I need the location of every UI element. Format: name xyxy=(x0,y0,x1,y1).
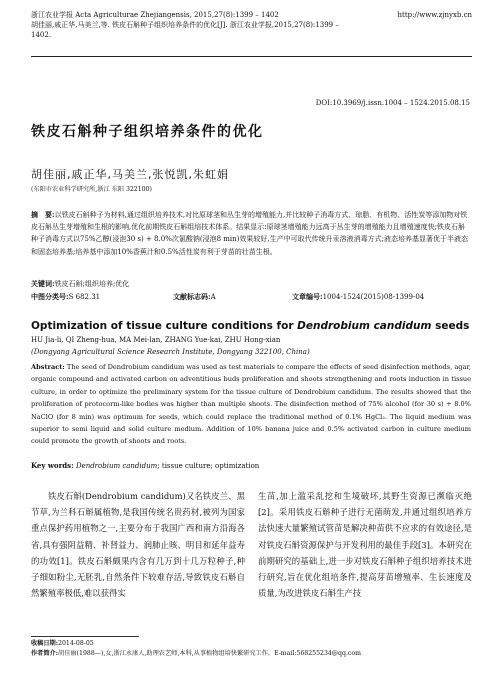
header-rule xyxy=(31,56,472,57)
abstract-en-label: Abstract: xyxy=(31,363,65,371)
citation-line: 胡佳丽,戚正华,马美兰,等. 铁皮石斛种子组织培养条件的优化[J]. 浙江农业学报,2015,27(8):1399 – 1402. xyxy=(31,21,339,39)
title-en: Optimization of tissue culture conditions for Dendrobium candidum seeds xyxy=(31,320,470,332)
abstract-zh-text: 以铁皮石斛种子为材料,通过组织培养技术,对比原球茎和丛生芽的增殖能力,并比较种子消毒方式、琼脂、有机物、活性炭等添加物对铁皮石斛丛生芽增殖和生根的影响,优化前期铁皮石斛组培技术体系。结果显示:原球茎增殖能力远高于丛生芽的增殖能力且增殖速度快;铁皮石斛种子消毒方式以75%乙醇(浸泡30 s) + 8.0%次氯酸钠(浸泡8 min)效果较好,生产中可取代传统升汞溶液消毒方式;液态培养基显著优于半液态和固态培养基;培养基中添加10%香蕉汁和0.5%活性炭有利于芽苗的壮苗生根。 xyxy=(31,211,468,256)
title-zh: 铁皮石斛种子组织培养条件的优化 xyxy=(31,124,264,140)
footnote-rule xyxy=(31,636,139,637)
abstract-en xyxy=(31,361,471,448)
journal-line: 浙江农业学报 Acta Agriculturae Zhejiangensis, 2015,27(8):1399 – 1402 xyxy=(31,11,279,19)
body-left-column: 铁皮石斛(Dendrobium candidum)又名铁皮兰、黑节草,为兰科石斛属植物,是我国传统名贵药材,被列为国家重点保护药用植物之一,主要分布于我国广西和南方沿海各省,具有强阴益精、补肾益力、润肺止咳、明目和延年益寿的功效[1]。铁皮石斛颇果内含有几万到十几万粒种子,种子细如粉尘,无胚乳,自然条件下较难存活,导致铁皮石斛自然繁殖率极低,难以获得实 xyxy=(31,491,245,599)
received-date: 收稿日期:2014-08-05 xyxy=(31,640,94,647)
doi: DOI:10.3969/j.issn.1004 – 1524.2015.08.15 xyxy=(315,99,470,107)
keywords-en: Key words: Dendrobium candidum; tissue culture; optimization xyxy=(31,461,260,470)
affiliation-en: (Dongyang Agricultural Science Research Institute, Dongyang 322100, China) xyxy=(31,348,310,356)
keywords-zh xyxy=(31,279,129,289)
authors-en: HU Jia-li, QI Zheng-hua, MA Mei-lan, ZHANG Yue-kai, ZHU Hong-xian xyxy=(31,336,281,344)
keywords-zh-text: 铁皮石斛;组织培养;优化 xyxy=(54,280,130,288)
authors-zh: 胡佳丽,戚正华,马美兰,张悦凯,朱虹娟 xyxy=(31,168,229,181)
journal-url[interactable]: http://www.zjnyxb.cn xyxy=(397,11,472,19)
abstract-en-text: The seed of Dendrobium candidum was used as test materials to compare the effects of seed disinfection methods, agar, organic compound and activated carbon on adventitious buds proliferation and shoots strengthening and roots induction in tissue culture, in order to optimize the preliminary system for the tissue culture of Dendrobium candidum. The results showed that the proliferation of protocorm-like bodies was higher than multiple shoots. The disinfection method of 75% alcohol (for 30 s) + 8.0% NaClO (for 8 min) was optimum for seeds, which could replace the traditional method of 0.1% HgCl₂. The liquid medium was superior to semi liquid and solid culture medium. Addition of 10% banana juice and 0.5% activated carbon in culture medium could promote the growth of shoots and roots. xyxy=(31,363,471,446)
keywords-zh-label: 关键词: xyxy=(31,279,55,288)
article-number: 文章编号:1004-1524(2015)08-1399-04 xyxy=(292,292,425,301)
clc-code: 中图分类号:S 682.31 xyxy=(31,292,101,301)
body-right-column: 生苗,加上滥采乱挖和生境破坏,其野生资源已濒临灭绝[2]。采用铁皮石斛种子进行无菌萌发,并通过组织培养方法快速大量繁殖试管苗是解决种苗供不应求的有效途径,是对铁皮石斛资源保护与开发利用的最佳手段[3]。本研究在前期研究的基础上,进一步对铁皮石斛种子组织培养技术进行研究,旨在优化组培条件,提高芽苗增殖率、生长速度及质量,为改进铁皮石斛生产技 xyxy=(258,491,472,599)
doc-code: 文献标志码:A xyxy=(173,292,216,301)
affiliation-zh: (东阳市农业科学研究所,浙江 东阳 322100) xyxy=(31,186,152,193)
abstract-zh xyxy=(31,209,469,258)
author-bio: 作者简介:胡佳丽(1988—),女,浙江永康人,助理农艺师,本科,从事植物组培快繁研究工作。E-mail:568255234@qq.com xyxy=(31,650,361,657)
abstract-zh-label: 摘 要: xyxy=(31,210,55,219)
journal-header xyxy=(31,10,361,40)
